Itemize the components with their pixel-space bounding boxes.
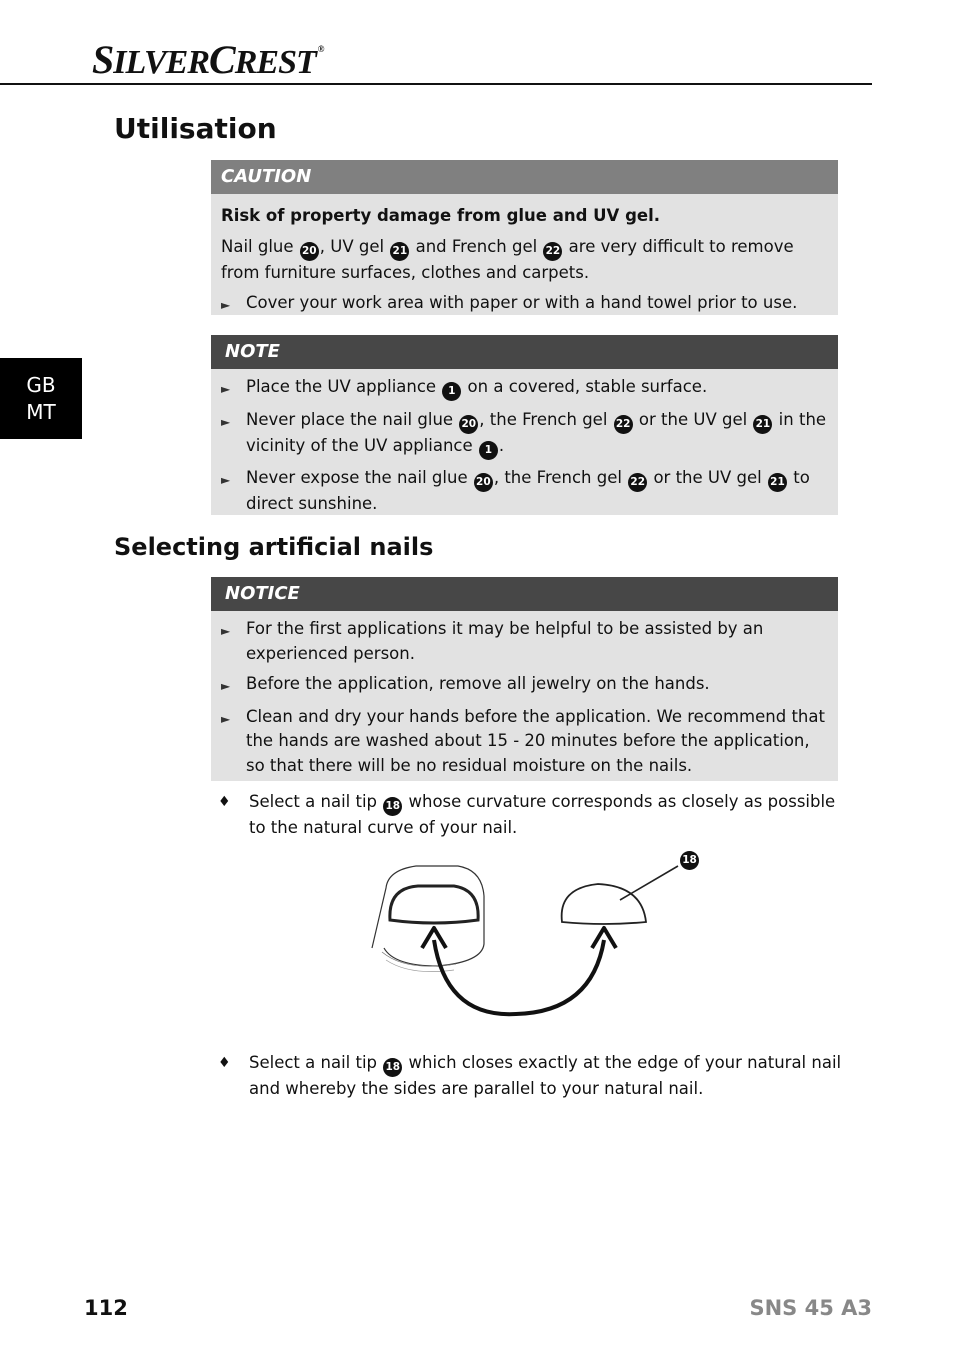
notice-item: ► For the first applications it may be helpful to be assisted by an experienced person. xyxy=(221,617,828,666)
nail-tip-illustration xyxy=(366,848,706,1020)
ref-number-badge: 21 xyxy=(768,473,787,492)
notice-item: ► Before the application, remove all jewelry on the hands. xyxy=(221,672,828,699)
language-tab xyxy=(0,358,82,439)
instruction-step: ♦ Select a nail tip 18 whose curvature corresponds as closely as possible to the natural curve of your nail. xyxy=(218,790,848,841)
note-heading: NOTE xyxy=(211,335,838,369)
ref-number-badge: 18 xyxy=(383,797,402,816)
section-title-utilisation: Utilisation xyxy=(114,112,277,145)
caution-box xyxy=(211,160,838,315)
page-number: 112 xyxy=(84,1296,128,1320)
model-number: SNS 45 A3 xyxy=(749,1296,872,1320)
notice-item: ► Clean and dry your hands before the application. We recommend that the hands are washed about 15 - 20 minutes before the application, so that there will be no residual moisture on the nails. xyxy=(221,705,828,779)
callout-number-badge: 18 xyxy=(680,851,699,870)
notice-box xyxy=(211,577,838,781)
diamond-bullet-icon: ♦ xyxy=(218,794,231,810)
arrow-icon: ► xyxy=(221,414,231,429)
caution-heading: CAUTION xyxy=(211,160,838,194)
ref-number-badge: 22 xyxy=(628,473,647,492)
ref-number-badge: 22 xyxy=(614,415,633,434)
ref-number-badge: 20 xyxy=(474,473,493,492)
caution-bold-line: Risk of property damage from glue and UV gel. xyxy=(221,206,660,225)
ref-number-badge: 21 xyxy=(390,242,409,261)
ref-number-badge: 21 xyxy=(753,415,772,434)
ref-number-badge: 20 xyxy=(300,242,319,261)
arrow-icon: ► xyxy=(221,298,231,312)
arrow-icon: ► xyxy=(221,382,231,396)
instruction-step: ♦ Select a nail tip 18 which closes exactly at the edge of your natural nail and whereby the sides are parallel to your natural nail. xyxy=(218,1051,848,1102)
diamond-bullet-icon: ♦ xyxy=(218,1055,231,1071)
note-item: ► Place the UV appliance 1 on a covered, stable surface. xyxy=(221,375,828,402)
caution-paragraph: Nail glue 20 , UV gel 21 and French gel 22 are very difficult to remove from furniture surfaces, clothes and carpets. xyxy=(221,236,794,282)
ref-number-badge: 18 xyxy=(383,1058,402,1077)
arrow-icon: ► xyxy=(221,472,231,487)
brand-logo: SILVERCREST ® xyxy=(92,37,324,82)
arrow-icon: ► xyxy=(221,711,231,726)
arrow-icon: ► xyxy=(221,679,231,693)
note-item: ► Never expose the nail glue 20 , the French gel 22 or the UV gel 21 to direct sunshine. xyxy=(221,466,828,517)
note-item: ► Never place the nail glue 20 , the French gel 22 or the UV gel 21 in the vicinity of the UV appliance 1 . xyxy=(221,408,828,460)
ref-number-badge: 22 xyxy=(543,242,562,261)
ref-number-badge: 1 xyxy=(442,382,461,401)
language-code-gb: GB xyxy=(26,372,56,397)
header-rule xyxy=(0,83,872,85)
ref-number-badge: 20 xyxy=(459,415,478,434)
arrow-icon: ► xyxy=(221,624,231,638)
caution-bullet: ► Cover your work area with paper or with a hand towel prior to use. xyxy=(221,291,828,318)
ref-number-badge: 1 xyxy=(479,441,498,460)
section-title-selecting-nails: Selecting artificial nails xyxy=(114,533,434,561)
language-code-mt: MT xyxy=(26,399,56,424)
note-box xyxy=(211,335,838,515)
notice-heading: NOTICE xyxy=(211,577,838,611)
